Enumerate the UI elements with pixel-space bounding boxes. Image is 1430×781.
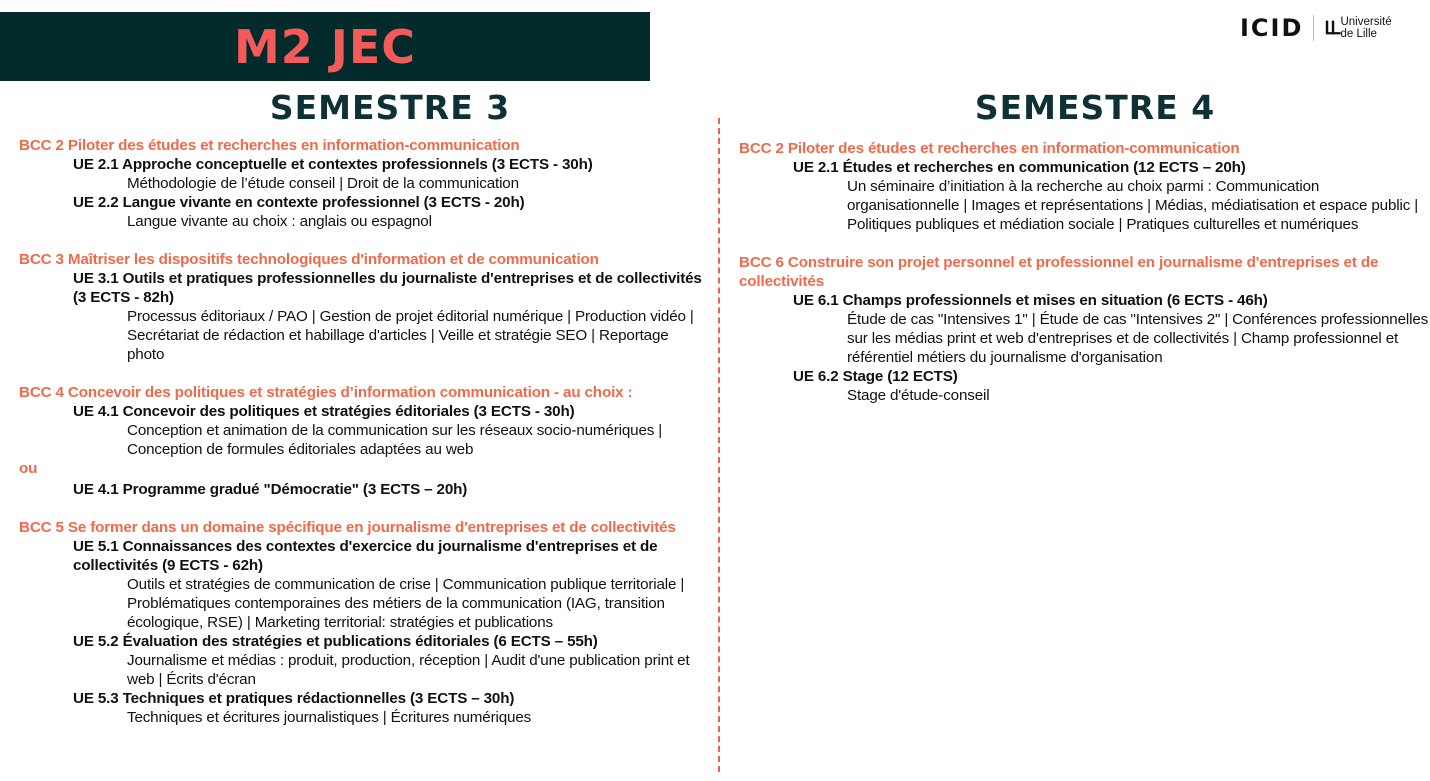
logo-separator <box>1313 15 1314 41</box>
ue-detail: Un séminaire d’initiation à la recherche au choix parmi : Communication organisationnelle | Images et représentations | Médias, médiatisation et espace public | Politiques publiques et médiation sociale | Pratiques culturelles et numériques <box>847 178 1419 233</box>
ue-detail: Étude de cas "Intensives 1" | Étude de cas "Intensives 2" | Conférences professionnelles sur les médias print et web d'entreprises et de collectivités | Champ professionnel et référentiel métiers du journalisme d'organisation <box>847 311 1429 366</box>
universite-lille-logo <box>1340 16 1391 40</box>
ue-title: UE 5.1 Connaissances des contextes d'exercice du journalisme d'entreprises et de collectivités (9 ECTS - 62h) <box>73 538 658 574</box>
ue-title: UE 4.1 Programme gradué "Démocratie" (3 ECTS – 20h) <box>73 481 468 498</box>
ue-title: UE 3.1 Outils et pratiques professionnelles du journaliste d'entreprises et de collectivités (3 ECTS - 82h) <box>73 270 702 306</box>
bcc-heading: BCC 5 Se former dans un domaine spécifique en journalisme d'entreprises et de collectivités <box>19 519 676 536</box>
ue-title: UE 2.2 Langue vivante en contexte professionnel (3 ECTS - 20h) <box>73 194 525 211</box>
bcc-heading: BCC 3 Maîtriser les dispositifs technologiques d'information et de communication <box>19 251 599 268</box>
ue-detail: Processus éditoriaux / PAO | Gestion de projet éditorial numérique | Production vidéo | Secrétariat de rédaction et habillage d'articles | Veille et stratégie SEO | Reportage photo <box>127 308 694 363</box>
ue-detail: Méthodologie de l’étude conseil | Droit de la communication <box>127 175 519 192</box>
logo-text-line2: de Lille <box>1340 28 1377 40</box>
bcc-heading: BCC 2 Piloter des études et recherches en information-communication <box>19 137 520 154</box>
logo-text-line1: Université <box>1340 16 1392 28</box>
or-separator: ou <box>19 460 38 477</box>
logos <box>1240 14 1392 42</box>
title-banner <box>0 12 650 81</box>
bcc-heading: BCC 2 Piloter des études et recherches en information-communication <box>739 140 1240 157</box>
ue-detail: Langue vivante au choix : anglais ou espagnol <box>127 213 432 230</box>
bcc-heading: BCC 4 Concevoir des politiques et stratégies d’information communication - au choix : <box>19 384 633 401</box>
bcc-heading: BCC 6 Construire son projet personnel et professionnel en journalisme d'entreprises et de collectivités <box>739 254 1379 290</box>
ue-title: UE 5.3 Techniques et pratiques rédactionnelles (3 ECTS – 30h) <box>73 690 515 707</box>
ue-detail: Conception et animation de la communication sur les réseaux socio-numériques | Conception de formules éditoriales adaptées au web <box>127 422 663 458</box>
ue-title: UE 5.2 Évaluation des stratégies et publications éditoriales (6 ECTS – 55h) <box>73 633 598 650</box>
ue-title: UE 6.1 Champs professionnels et mises en situation (6 ECTS - 46h) <box>793 292 1268 309</box>
ue-title: UE 6.2 Stage (12 ECTS) <box>793 368 958 385</box>
semester-4-content <box>739 139 1429 405</box>
ue-title: UE 2.1 Approche conceptuelle et contextes professionnels (3 ECTS - 30h) <box>73 156 593 173</box>
ue-title: UE 4.1 Concevoir des politiques et stratégies éditoriales (3 ECTS - 30h) <box>73 403 575 420</box>
ue-detail: Journalisme et médias : produit, production, réception | Audit d'une publication print et web | Écrits d'écran <box>127 652 690 688</box>
ue-detail: Outils et stratégies de communication de crise | Communication publique territoriale | Problématiques contemporaines des métiers de la communication (IAG, transition écologique, RSE) | Marketing territorial: stratégies et publications <box>127 576 685 631</box>
icid-logo: ICID <box>1240 14 1304 42</box>
ue-detail: Stage d'étude-conseil <box>847 387 990 404</box>
column-divider <box>718 118 720 772</box>
semester-3-content <box>19 136 709 727</box>
page-title: M2 JEC <box>233 20 417 74</box>
ue-title: UE 2.1 Études et recherches en communication (12 ECTS – 20h) <box>793 159 1246 176</box>
universite-lille-logo-mark: ᒪᒪ <box>1324 17 1337 38</box>
semester-3-title: SEMESTRE 3 <box>269 88 511 127</box>
ue-detail: Techniques et écritures journalistiques | Écritures numériques <box>127 709 532 726</box>
semester-4-title: SEMESTRE 4 <box>974 88 1216 127</box>
